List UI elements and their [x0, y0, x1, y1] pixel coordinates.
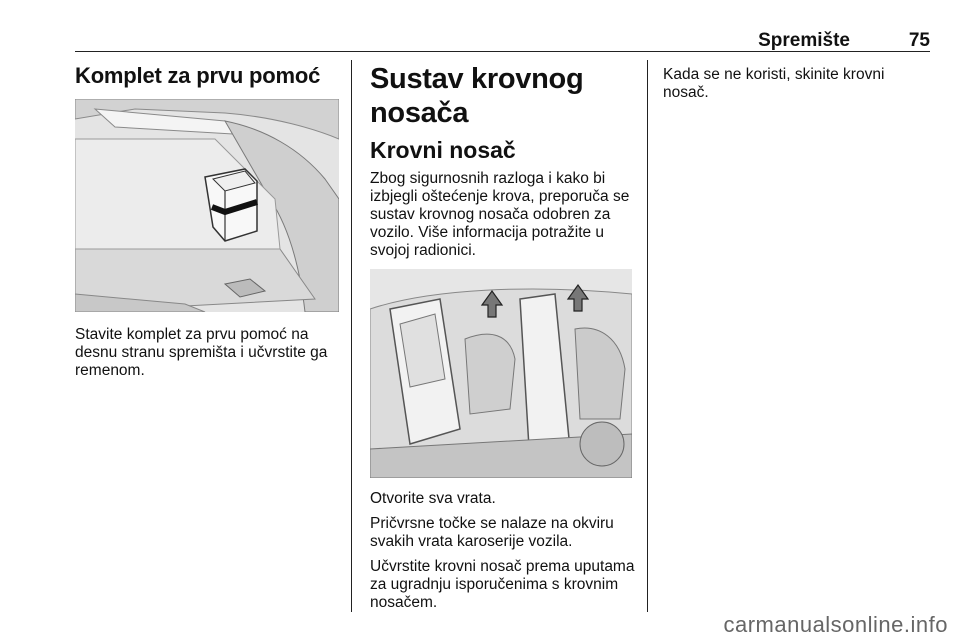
first-aid-paragraph: Stavite komplet za prvu pomoć na desnu stranu spremišta i učvrstite ga remenom. [75, 326, 328, 379]
car-doors-illustration [370, 269, 632, 478]
step-2: Pričvrsne točke se nalaze na okviru svakih vrata karoserije vozila. [370, 515, 614, 550]
roof-rack-steps [370, 490, 636, 612]
watermark: carmanualsonline.info [723, 612, 948, 637]
column-first-aid [75, 62, 341, 90]
step-3: Učvrstite krovni nosač prema uputama za ugradnju isporučenima s krovnim nosačem. [370, 558, 635, 611]
first-aid-heading: Komplet za prvu pomoć [75, 63, 321, 88]
column-continued [663, 66, 929, 102]
car-doors-illustration-svg [370, 269, 632, 478]
first-aid-text-block [75, 326, 341, 380]
column-divider-right [647, 60, 648, 612]
step-1: Otvorite sva vrata. [370, 490, 496, 507]
column-divider-left [351, 60, 352, 612]
page-number: 75 [908, 30, 930, 51]
roof-rack-intro-paragraph: Zbog sigurnosnih razloga i kako bi izbjegli oštećenje krova, preporuča se sustav krovnog nosača odobren za vozilo. Više informacija potražite u svojoj radionici. [370, 170, 630, 259]
trunk-illustration-svg [75, 99, 339, 312]
trunk-illustration [75, 99, 339, 312]
column-roof-rack [370, 62, 636, 294]
header-rule [75, 51, 930, 52]
remove-roof-rack-paragraph: Kada se ne koristi, skinite krovni nosač. [663, 66, 885, 101]
roof-rack-system-heading: Sustav krovnog nosača [370, 63, 584, 129]
roof-rack-subheading: Krovni nosač [370, 137, 516, 163]
page-header-title: Spremište [758, 30, 850, 51]
